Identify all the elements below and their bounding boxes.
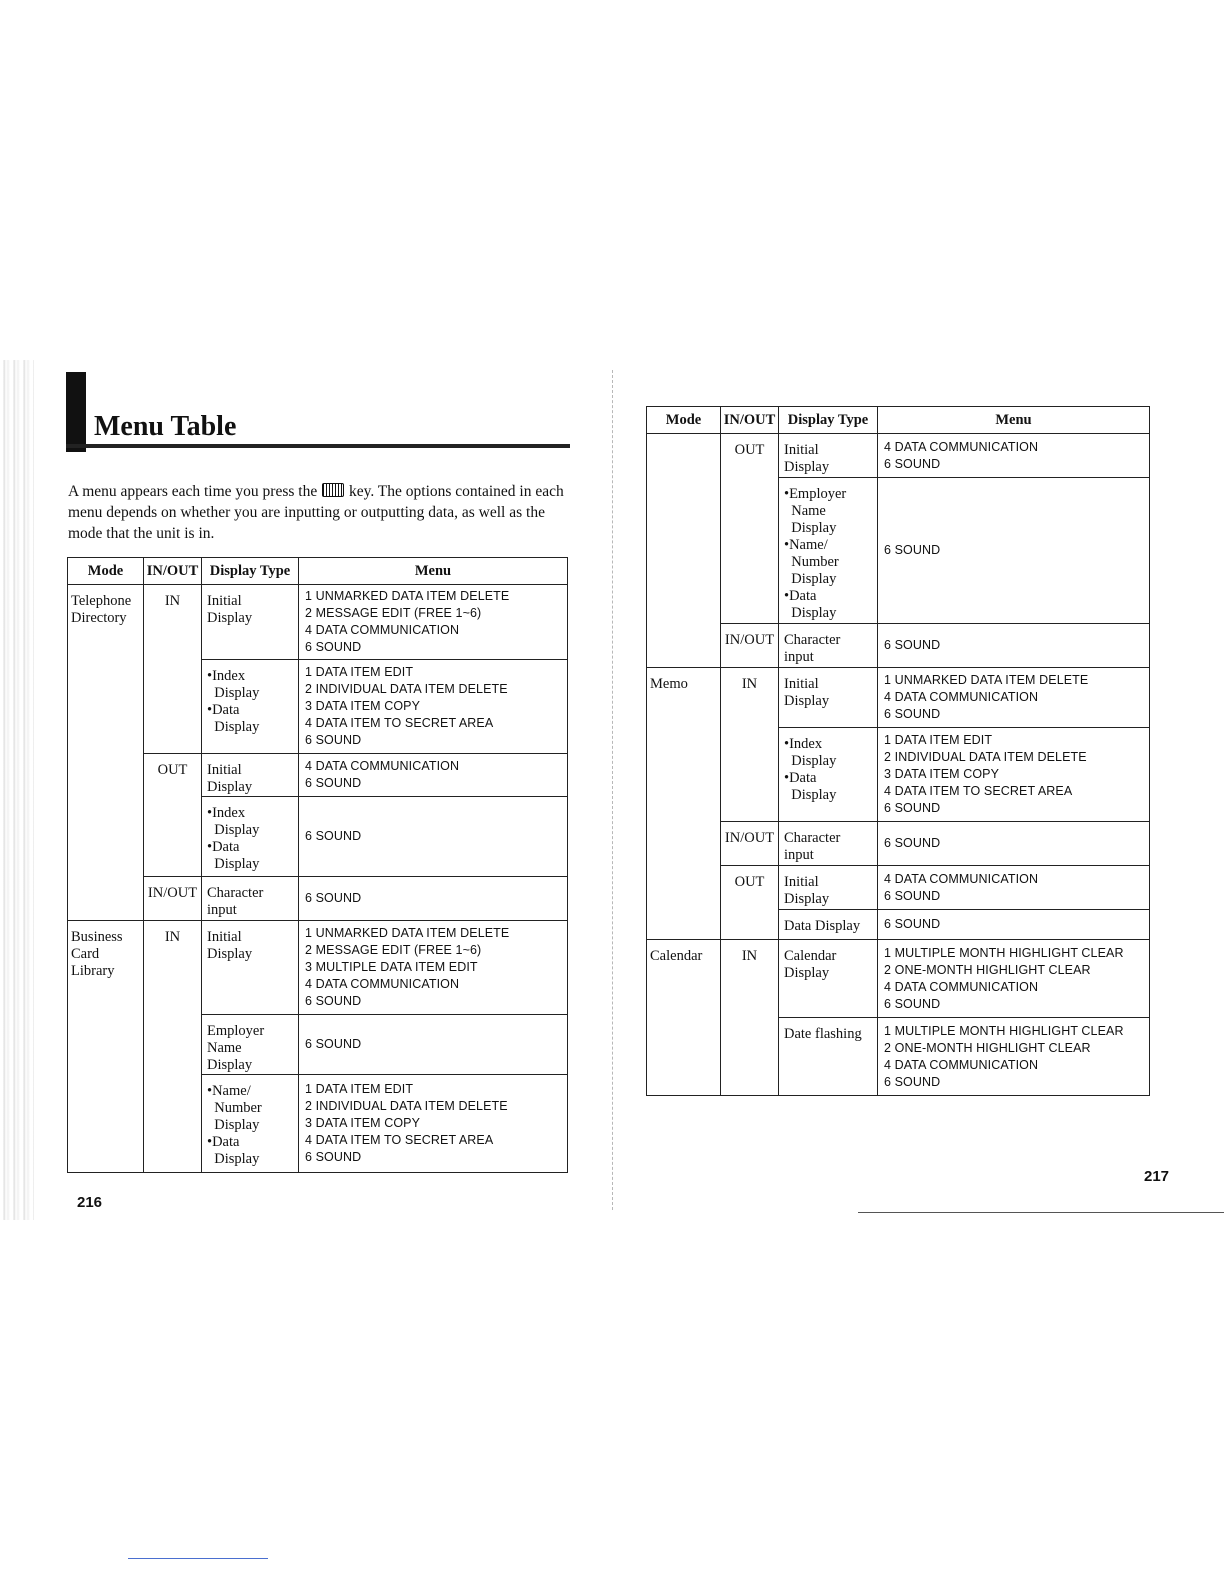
- menu-option: 6 SOUND: [305, 776, 362, 790]
- section-heading: [66, 372, 570, 452]
- intro-text-start: A menu appears each time you press the: [68, 483, 322, 500]
- menu-options-cell: [878, 940, 1150, 1018]
- mode-cell: [647, 434, 721, 668]
- menu-options-cell: [878, 822, 1150, 866]
- menu-option: 1 DATA ITEM EDIT: [884, 733, 993, 747]
- display-type-cell: •Employer Name Display •Name/ Number Display •Data Display: [779, 478, 878, 624]
- header-display-type: Display Type: [202, 558, 299, 585]
- menu-options-cell: [299, 754, 568, 797]
- menu-option: 6 SOUND: [305, 640, 362, 654]
- menu-option: 4 DATA ITEM TO SECRET AREA: [305, 1133, 494, 1147]
- display-type-cell: Initial Display: [202, 754, 299, 797]
- menu-options-cell: [299, 585, 568, 660]
- display-type-cell: Date flashing: [779, 1018, 878, 1096]
- display-type-cell: Initial Display: [202, 585, 299, 660]
- menu-option: 4 DATA COMMUNICATION: [305, 977, 460, 991]
- display-type-cell: Initial Display: [779, 668, 878, 728]
- menu-options-cell: [299, 877, 568, 921]
- in-out-cell: IN/OUT: [721, 822, 779, 866]
- menu-options-cell: [878, 910, 1150, 940]
- menu-options-cell: [878, 434, 1150, 478]
- in-out-cell: OUT: [721, 434, 779, 624]
- mode-cell: Memo: [647, 668, 721, 940]
- display-type-cell: Initial Display: [779, 434, 878, 478]
- menu-option: 1 DATA ITEM EDIT: [305, 665, 414, 679]
- menu-options-cell: [299, 1015, 568, 1075]
- display-type-cell: Data Display: [779, 910, 878, 940]
- page-number-right: 217: [1144, 1168, 1170, 1185]
- display-type-cell: •Index Display •Data Display: [779, 728, 878, 822]
- in-out-cell: OUT: [144, 754, 202, 877]
- menu-option: 6 SOUND: [884, 456, 941, 471]
- menu-table-right: [646, 406, 1150, 1096]
- display-type-cell: Calendar Display: [779, 940, 878, 1018]
- display-type-cell: Character input: [779, 624, 878, 668]
- display-type-cell: Initial Display: [202, 921, 299, 1015]
- menu-option: 6 SOUND: [884, 543, 941, 557]
- menu-option: 6 SOUND: [884, 638, 941, 652]
- table-row: [647, 434, 1150, 478]
- header-display-type: Display Type: [779, 407, 878, 434]
- display-type-cell: Character input: [202, 877, 299, 921]
- page-number-left: 216: [77, 1194, 103, 1211]
- menu-option: 6 SOUND: [305, 1150, 362, 1164]
- menu-options-cell: [299, 660, 568, 754]
- header-in-out: IN/OUT: [144, 558, 202, 585]
- menu-option: 6 SOUND: [884, 1074, 941, 1089]
- menu-options-cell: [878, 478, 1150, 624]
- menu-option: 6 SOUND: [884, 917, 941, 931]
- menu-option: 6 SOUND: [884, 996, 941, 1011]
- menu-option: 4 DATA COMMUNICATION: [884, 979, 1039, 994]
- menu-option: 6 SOUND: [884, 836, 941, 850]
- heading-bar: [66, 372, 86, 452]
- menu-option: 2 ONE-MONTH HIGHLIGHT CLEAR: [884, 962, 1091, 977]
- menu-option: 2 MESSAGE EDIT (FREE 1~6): [305, 606, 482, 620]
- menu-option: 6 SOUND: [305, 829, 362, 843]
- menu-options-cell: [878, 1018, 1150, 1096]
- menu-option: 1 UNMARKED DATA ITEM DELETE: [305, 926, 510, 940]
- table-row: [68, 585, 568, 660]
- header-menu: Menu: [878, 407, 1150, 434]
- table-header-row: [68, 558, 568, 585]
- menu-option: 6 SOUND: [884, 801, 941, 815]
- menu-options-cell: [299, 921, 568, 1015]
- in-out-cell: IN: [721, 668, 779, 822]
- table-row: [647, 822, 1150, 866]
- heading-rule: [66, 444, 570, 448]
- in-out-cell: IN: [144, 921, 202, 1173]
- menu-option: 1 UNMARKED DATA ITEM DELETE: [884, 673, 1089, 687]
- menu-option: 1 MULTIPLE MONTH HIGHLIGHT CLEAR: [884, 945, 1124, 960]
- menu-option: 2 INDIVIDUAL DATA ITEM DELETE: [305, 1099, 508, 1113]
- page-edge-shadow: [0, 360, 34, 1220]
- mode-cell: Telephone Directory: [68, 585, 144, 921]
- menu-option: 3 MULTIPLE DATA ITEM EDIT: [305, 960, 478, 974]
- in-out-cell: OUT: [721, 866, 779, 940]
- menu-option: 2 INDIVIDUAL DATA ITEM DELETE: [305, 682, 508, 696]
- menu-option: 2 ONE-MONTH HIGHLIGHT CLEAR: [884, 1040, 1091, 1055]
- table-row: [647, 624, 1150, 668]
- display-type-cell: •Index Display •Data Display: [202, 660, 299, 754]
- menu-key-icon: [322, 483, 344, 497]
- bottom-rule: [858, 1212, 1224, 1213]
- mode-cell: Business Card Library: [68, 921, 144, 1173]
- header-menu: Menu: [299, 558, 568, 585]
- menu-option: 6 SOUND: [305, 891, 362, 905]
- table-row: [647, 866, 1150, 910]
- in-out-cell: IN: [721, 940, 779, 1096]
- menu-option: 4 DATA COMMUNICATION: [305, 759, 460, 773]
- intro-paragraph: [68, 481, 573, 544]
- display-type-cell: Initial Display: [779, 866, 878, 910]
- in-out-cell: IN: [144, 585, 202, 754]
- menu-option: 4 DATA COMMUNICATION: [884, 690, 1039, 704]
- menu-option: 4 DATA COMMUNICATION: [884, 439, 1039, 454]
- menu-options-cell: [878, 624, 1150, 668]
- menu-option: 6 SOUND: [884, 707, 941, 721]
- menu-option: 3 DATA ITEM COPY: [884, 767, 1000, 781]
- header-in-out: IN/OUT: [721, 407, 779, 434]
- menu-option: 6 SOUND: [305, 733, 362, 747]
- table-header-row: [647, 407, 1150, 434]
- display-type-cell: Employer Name Display: [202, 1015, 299, 1075]
- menu-options-cell: [878, 668, 1150, 728]
- menu-option: 4 DATA COMMUNICATION: [884, 1057, 1039, 1072]
- menu-option: 6 SOUND: [305, 994, 362, 1008]
- display-type-cell: Character input: [779, 822, 878, 866]
- menu-options-cell: [878, 866, 1150, 910]
- menu-option: 1 UNMARKED DATA ITEM DELETE: [305, 589, 510, 603]
- menu-table-left: [67, 557, 568, 1173]
- menu-options-cell: [299, 797, 568, 877]
- menu-options-cell: [299, 1075, 568, 1173]
- display-type-cell: •Name/ Number Display •Data Display: [202, 1075, 299, 1173]
- table-row: [647, 940, 1150, 1018]
- table-row: [647, 668, 1150, 728]
- book-gutter: [612, 370, 613, 1210]
- menu-option: 1 MULTIPLE MONTH HIGHLIGHT CLEAR: [884, 1023, 1124, 1038]
- menu-option: 4 DATA ITEM TO SECRET AREA: [305, 716, 494, 730]
- menu-option: 3 DATA ITEM COPY: [305, 699, 421, 713]
- menu-option: 2 INDIVIDUAL DATA ITEM DELETE: [884, 750, 1087, 764]
- menu-option: 3 DATA ITEM COPY: [305, 1116, 421, 1130]
- in-out-cell: IN/OUT: [721, 624, 779, 668]
- menu-options-cell: [878, 728, 1150, 822]
- menu-option: 6 SOUND: [884, 888, 941, 903]
- page-title: Menu Table: [94, 411, 237, 442]
- menu-option: 1 DATA ITEM EDIT: [305, 1082, 414, 1096]
- intro-text-end: key. The options contained in each menu depends on whether you are inputting or outputting data, as well as the mode that the unit is in.: [68, 483, 564, 542]
- in-out-cell: IN/OUT: [144, 877, 202, 921]
- menu-option: 4 DATA COMMUNICATION: [884, 871, 1039, 886]
- header-mode: Mode: [647, 407, 721, 434]
- menu-option: 2 MESSAGE EDIT (FREE 1~6): [305, 943, 482, 957]
- menu-option: 4 DATA ITEM TO SECRET AREA: [884, 784, 1073, 798]
- scan-artifact-line: [128, 1558, 268, 1559]
- display-type-cell: •Index Display •Data Display: [202, 797, 299, 877]
- menu-option: 4 DATA COMMUNICATION: [305, 623, 460, 637]
- mode-cell: Calendar: [647, 940, 721, 1096]
- header-mode: Mode: [68, 558, 144, 585]
- menu-option: 6 SOUND: [305, 1037, 362, 1051]
- table-row: [68, 921, 568, 1015]
